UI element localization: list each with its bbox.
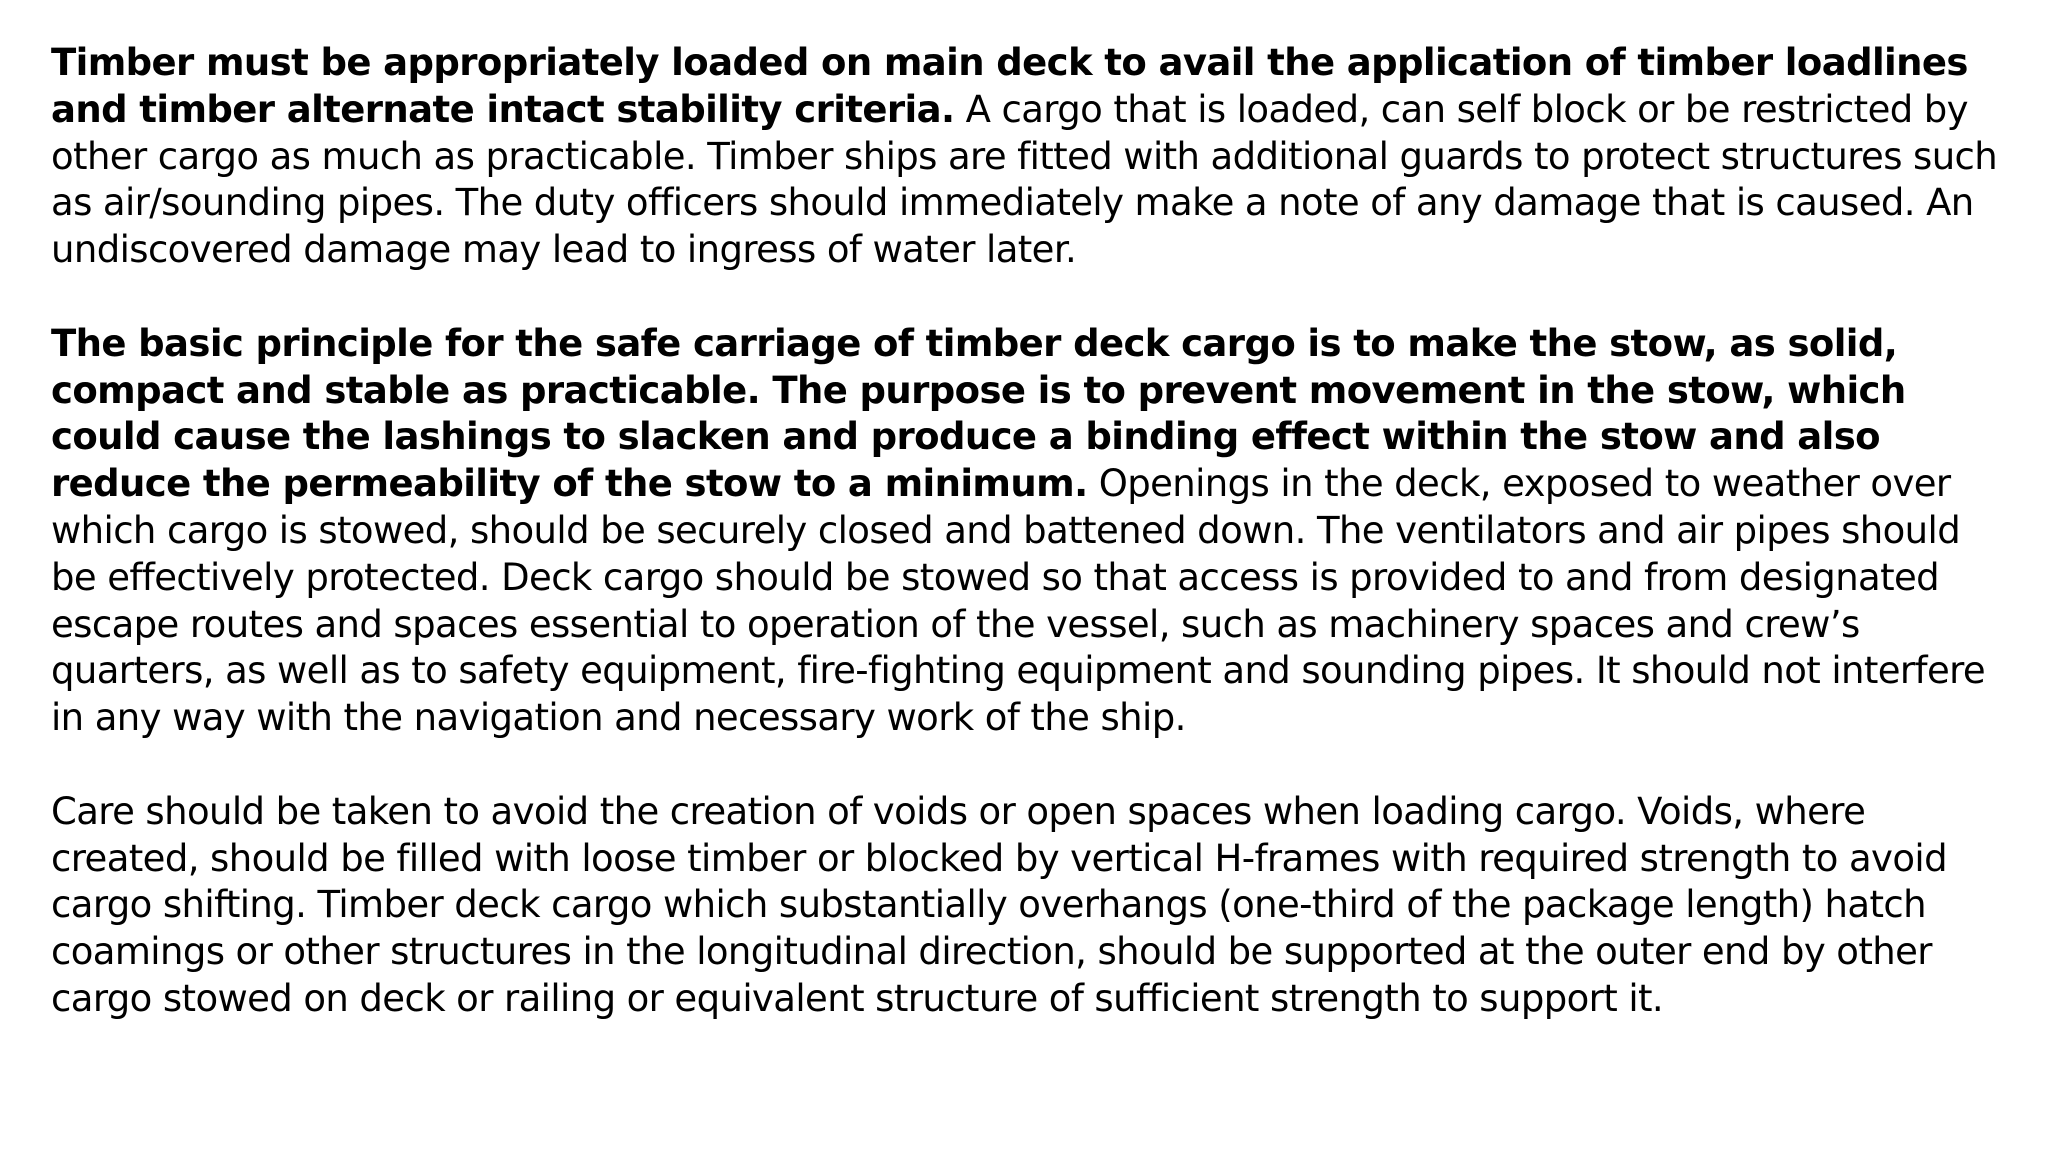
paragraph-text: Care should be taken to avoid the creation of voids or open spaces when loading cargo. Voids, where created, should be filled with loose timber or blocked by vertical H-frames with required strength to avoid cargo shifting. Timber deck cargo which substantially overhangs (one-third of the package length) hatch coamings or other structures in the longitudinal direction, should be supported at the outer end by other cargo stowed on deck or railing or equivalent structure of sufficient strength to support it. bbox=[51, 789, 1947, 1020]
paragraph-basic-principle bbox=[51, 321, 2011, 742]
paragraph-lead-bold: The basic principle for the safe carriage of timber deck cargo is to make the stow, as solid, compact and stable as practicable. The purpose is to prevent movement in the stow, which could cause the lashings to slacken and produce a binding effect within the stow and also reduce the permeability of the stow to a minimum. bbox=[51, 321, 1906, 506]
paragraph-text: A cargo that is loaded, can self block or be restricted by other cargo as much as practicable. Timber ships are fitted with additional guards to protect structures such as air/sounding pipes. The duty officers should immediately make a note of any damage that is caused. An undiscovered damage may lead to ingress of water later. bbox=[51, 87, 1998, 272]
paragraph-text: Openings in the deck, exposed to weather over which cargo is stowed, should be securely closed and battened down. The ventilators and air pipes should be effectively protected. Deck cargo should be stowed so that access is provided to and from designated escape routes and spaces essential to operation of the vessel, such as machinery spaces and crew’s quarters, as well as to safety equipment, fire-fighting equipment and sounding pipes. It should not interfere in any way with the navigation and necessary work of the ship. bbox=[51, 462, 1986, 740]
paragraph-lead-bold: Timber must be appropriately loaded on main deck to avail the application of timber loadlines and timber alternate intact stability criteria. bbox=[51, 41, 1968, 131]
paragraph-voids bbox=[51, 789, 2011, 1023]
paragraph-loading bbox=[51, 40, 2011, 274]
document-body bbox=[51, 40, 2011, 1070]
